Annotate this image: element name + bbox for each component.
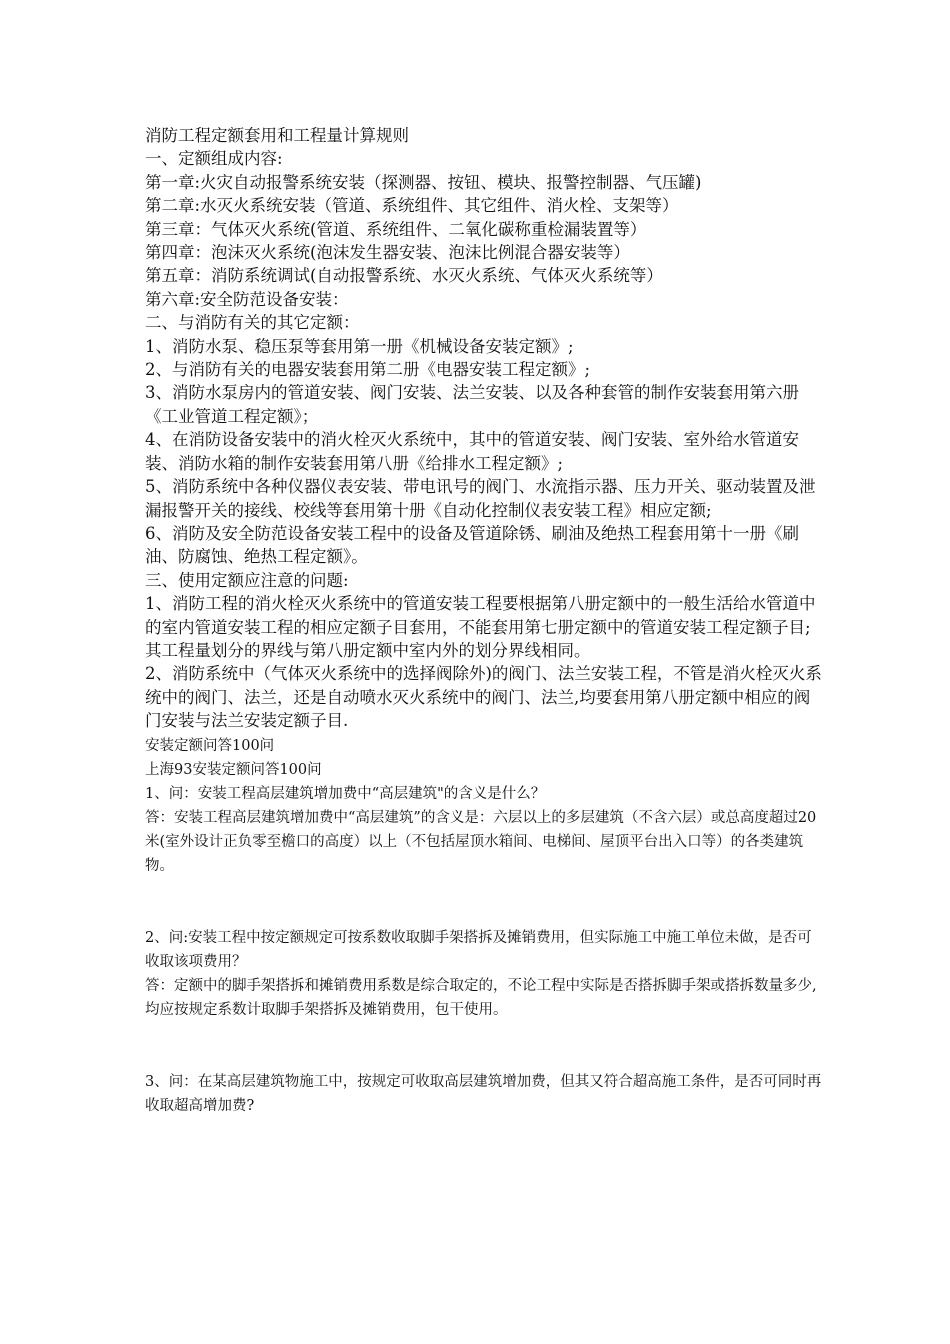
blank-space xyxy=(145,1022,825,1070)
qa-answer: 答：安装工程高层建筑增加费中“高层建筑”的含义是：六层以上的多层建筑（不含六层）或总高度超过20米(室外设计正负零至檐口的高度）以上（不包括屋顶水箱间、电梯间、屋顶平台出入口等）的各类建筑物。 xyxy=(145,809,817,874)
main-section xyxy=(145,124,825,733)
chapter-line: 第二章:水灭火系统安装（管道、系统组件、其它组件、消火栓、支架等） xyxy=(145,196,679,216)
qa-question: 1、问：安装工程高层建筑增加费中“高层建筑"的含义是什么？ xyxy=(145,785,546,802)
related-quota-item: 3、消防水泵房内的管道安装、阀门安装、法兰安装、以及各种套管的制作安装套用第六册《工业管道工程定额》； xyxy=(145,383,799,426)
related-quota-item: 5、消防系统中各种仪器仪表安装、带电讯号的阀门、水流指示器、压力开关、驱动装置及泄漏报警开关的接线、校线等套用第十册《自动化控制仪表安装工程》相应定额; xyxy=(145,477,816,520)
chapter-line: 第三章：气体灭火系统(管道、系统组件、二氧化碳称重检漏装置等） xyxy=(145,219,647,239)
qa-section xyxy=(145,734,825,1118)
related-quota-item: 4、在消防设备安装中的消火栓灭火系统中，其中的管道安装、阀门安装、室外给水管道安装、消防水箱的制作安装套用第八册《给排水工程定额》; xyxy=(145,430,799,473)
notice-item: 2、消防系统中（气体灭火系统中的选择阀除外)的阀门、法兰安装工程，不管是消火栓灭火系统中的阀门、法兰，还是自动喷水灭火系统中的阀门、法兰,均要套用第八册定额中相应的阀门安装与法兰安装定额子目. xyxy=(145,664,822,731)
qa-question: 3、问：在某高层建筑物施工中，按规定可收取高层建筑增加费，但其又符合超高施工条件，是否可同时再收取超高增加费? xyxy=(145,1073,822,1114)
related-quota-item: 1、消防水泵、稳压泵等套用第一册《机械设备安装定额》; xyxy=(145,336,574,356)
related-quota-item: 6、消防及安全防范设备安装工程中的设备及管道除锈、刷油及绝热工程套用第十一册《刷油、防腐蚀、绝热工程定额》。 xyxy=(145,523,799,567)
chapter-line: 第五章：消防系统调试(自动报警系统、水灭火系统、气体灭火系统等） xyxy=(145,266,663,286)
qa-subheading: 上海93安装定额问答100问 xyxy=(145,761,322,778)
chapter-line: 第一章:火灾自动报警系统安装（探测器、按钮、模块、报警控制器、气压罐) xyxy=(145,172,702,192)
chapter-line: 第四章：泡沫灭火系统(泡沫发生器安装、泡沫比例混合器安装等） xyxy=(145,243,630,263)
qa-heading: 安装定额问答100问 xyxy=(145,737,275,754)
notice-item: 1、消防工程的消火栓灭火系统中的管道安装工程要根据第八册定额中的一般生活给水管道中的室内管道安装工程的相应定额子目套用，不能套用第七册定额中的管道安装工程定额子目;其工程量划分的界线与第八册定额中室内外的划分界线相同。 xyxy=(145,594,816,660)
blank-space xyxy=(145,878,825,926)
section-2-heading: 二、与消防有关的其它定额： xyxy=(145,313,360,333)
qa-answer: 答：定额中的脚手架搭拆和摊销费用系数是综合取定的，不论工程中实际是否搭拆脚手架或搭拆数量多少,均应按规定系数计取脚手架搭拆及摊销费用，包干使用。 xyxy=(145,977,817,1018)
document-title: 消防工程定额套用和工程量计算规则 xyxy=(145,126,409,145)
section-1-heading: 一、定额组成内容: xyxy=(145,149,283,169)
qa-question: 2、问:安装工程中按定额规定可按系数收取脚手架搭拆及摊销费用，但实际施工中施工单位未做，是否可收取该项费用？ xyxy=(145,929,812,970)
related-quota-item: 2、与消防有关的电器安装套用第二册《电器安装工程定额》; xyxy=(145,360,591,380)
chapter-line: 第六章:安全防范设备安装： xyxy=(145,289,349,309)
document-body xyxy=(145,124,825,1118)
section-3-heading: 三、使用定额应注意的问题: xyxy=(145,570,349,590)
